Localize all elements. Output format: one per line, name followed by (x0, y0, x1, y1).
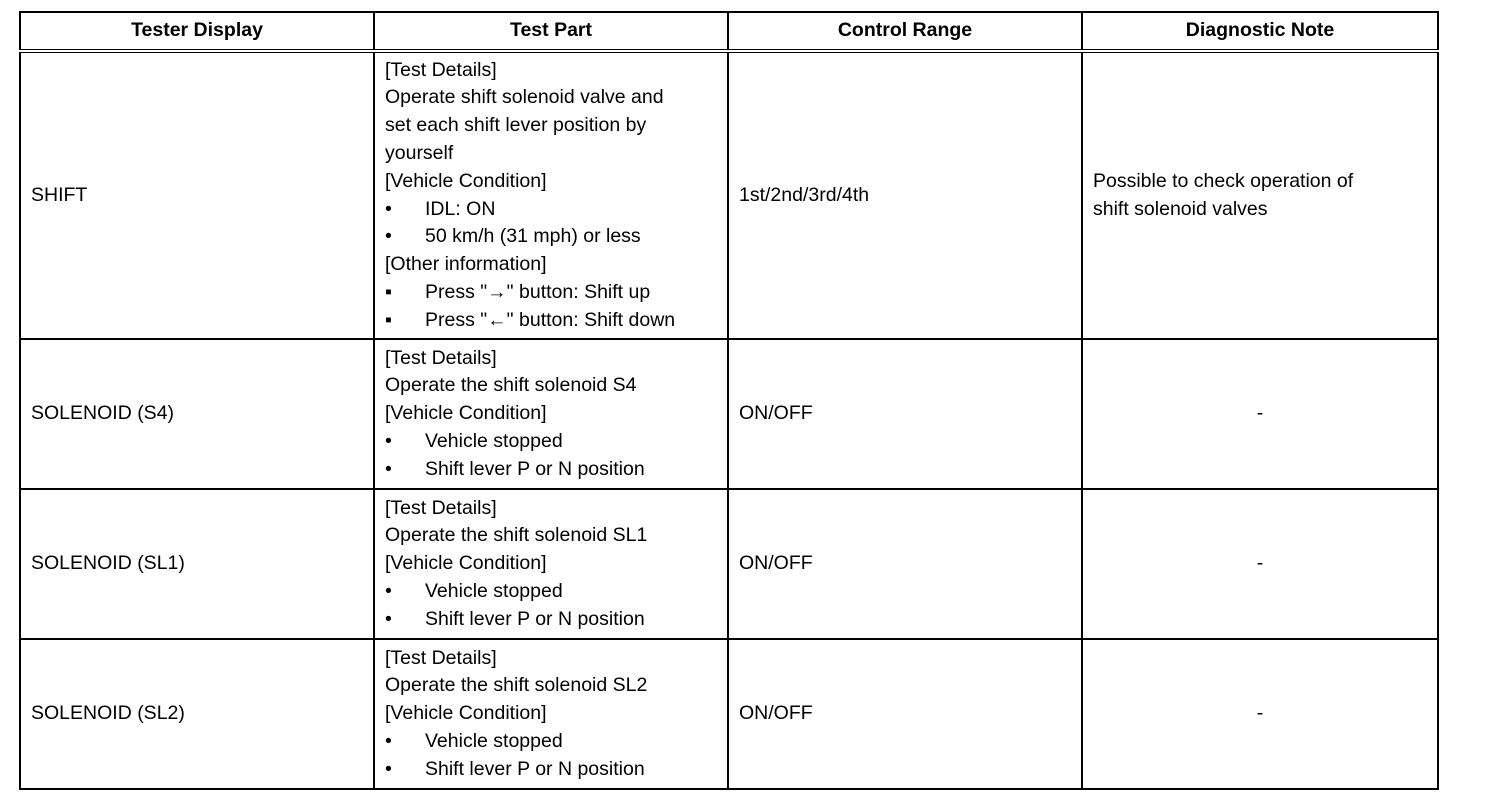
bullet-icon: • (385, 729, 392, 752)
header-diagnostic-note: Diagnostic Note (1082, 12, 1438, 51)
header-control-range: Control Range (728, 12, 1082, 51)
control-range-cell: 1st/2nd/3rd/4th (728, 51, 1082, 339)
condition-item: • Shift lever P or N position (385, 456, 717, 484)
test-details-text: set each shift lever position by (385, 114, 647, 137)
test-details-text: Operate shift solenoid valve and (385, 86, 664, 109)
condition-item: • Vehicle stopped (385, 728, 717, 756)
bullet-icon: • (385, 429, 392, 452)
vehicle-condition-heading: [Vehicle Condition] (385, 552, 547, 575)
test-details-text: Operate the shift solenoid S4 (385, 374, 637, 397)
condition-item: • Vehicle stopped (385, 428, 717, 456)
bullet-icon: • (385, 197, 392, 220)
condition-item: • IDL: ON (385, 196, 717, 224)
test-details-text: yourself (385, 141, 454, 164)
header-tester-display: Tester Display (20, 12, 374, 51)
bullet-icon: • (385, 607, 392, 630)
test-details-heading: [Test Details] (385, 496, 497, 519)
condition-item: • Shift lever P or N position (385, 756, 717, 784)
square-bullet-icon: ▪ (385, 280, 392, 303)
header-test-part: Test Part (374, 12, 728, 51)
control-range-cell: ON/OFF (728, 639, 1082, 789)
table-row (20, 639, 1438, 789)
control-range-cell: ON/OFF (728, 489, 1082, 639)
test-details-text: Operate the shift solenoid SL1 (385, 524, 648, 547)
tester-display-cell: SOLENOID (S4) (20, 339, 374, 489)
bullet-icon: • (385, 457, 392, 480)
vehicle-condition-heading: [Vehicle Condition] (385, 402, 547, 425)
bullet-icon: • (385, 757, 392, 780)
condition-item: • Shift lever P or N position (385, 606, 717, 634)
diagnostic-note-cell: - (1082, 339, 1438, 489)
test-details-heading: [Test Details] (385, 346, 497, 369)
active-test-table (19, 11, 1439, 790)
tester-display-cell: SOLENOID (SL1) (20, 489, 374, 639)
bullet-icon: • (385, 579, 392, 602)
table-row (20, 339, 1438, 489)
other-information-heading: [Other information] (385, 253, 547, 276)
other-info-item: ▪ Press "←" button: Shift down (385, 307, 717, 335)
diagnostic-note-cell: - (1082, 489, 1438, 639)
diagnostic-note-cell: - (1082, 639, 1438, 789)
test-part-cell (374, 489, 728, 639)
square-bullet-icon: ▪ (385, 308, 392, 331)
diagnostic-note-cell: Possible to check operation of shift solenoid valves (1082, 51, 1438, 339)
tester-display-cell: SOLENOID (SL2) (20, 639, 374, 789)
test-part-cell (374, 339, 728, 489)
table-row (20, 489, 1438, 639)
table-header-row (20, 12, 1438, 51)
test-details-heading: [Test Details] (385, 58, 497, 81)
tester-display-cell: SHIFT (20, 51, 374, 339)
condition-item: • Vehicle stopped (385, 578, 717, 606)
vehicle-condition-heading: [Vehicle Condition] (385, 702, 547, 725)
condition-item: • 50 km/h (31 mph) or less (385, 223, 717, 251)
vehicle-condition-heading: [Vehicle Condition] (385, 169, 547, 192)
test-part-cell (374, 639, 728, 789)
other-info-item: ▪ Press "→" button: Shift up (385, 279, 717, 307)
test-details-heading: [Test Details] (385, 646, 497, 669)
table-row (20, 51, 1438, 339)
control-range-cell: ON/OFF (728, 339, 1082, 489)
test-part-cell (374, 51, 728, 339)
test-details-text: Operate the shift solenoid SL2 (385, 674, 648, 697)
bullet-icon: • (385, 225, 392, 248)
